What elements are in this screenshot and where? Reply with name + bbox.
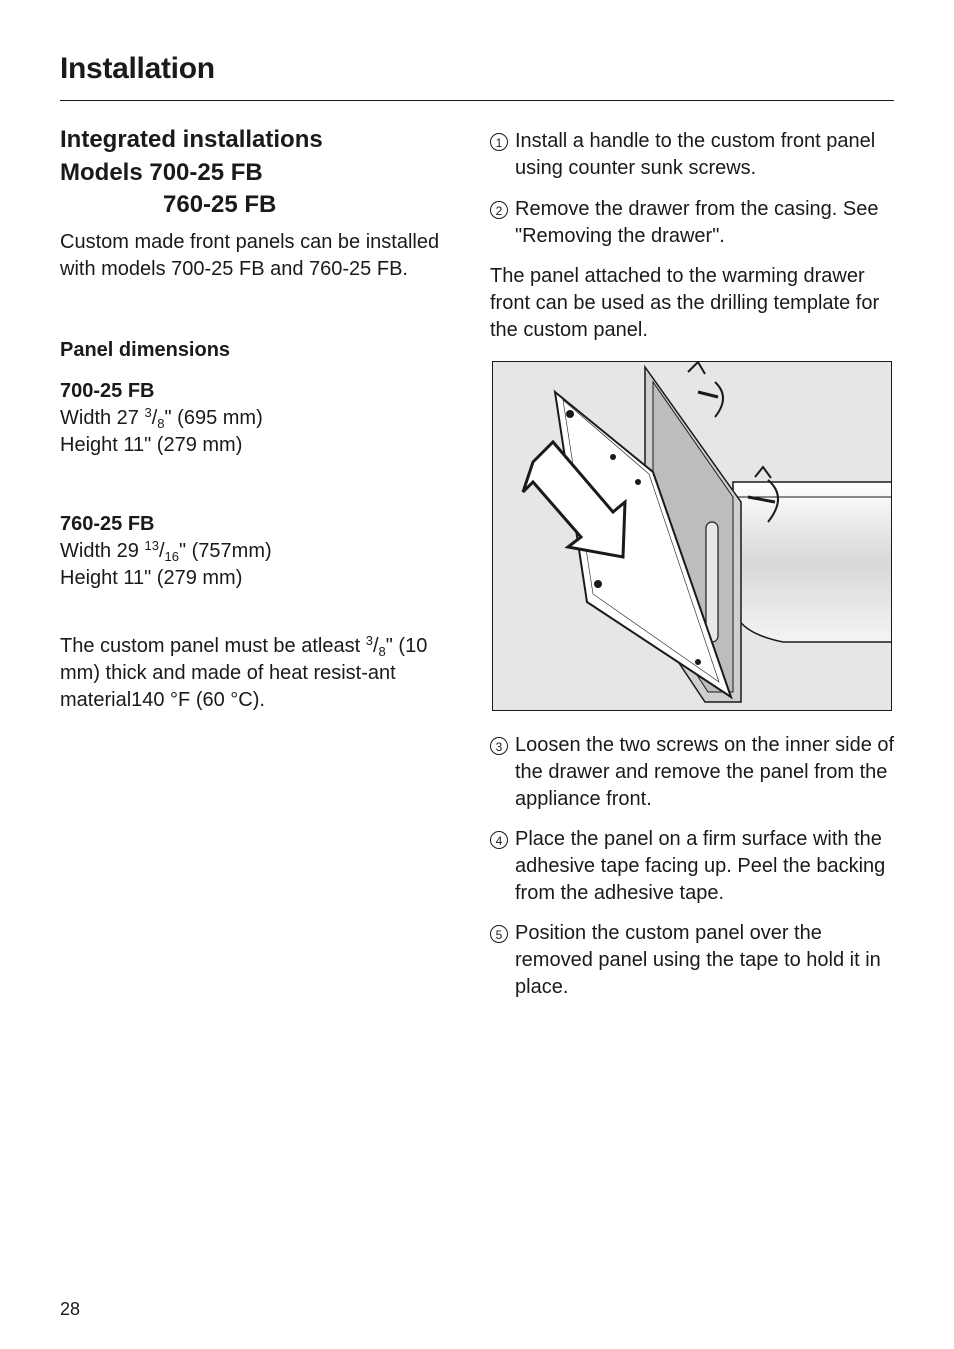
intro-paragraph: Custom made front panels can be installed with models 700-25 FB and 760-25 FB.	[60, 230, 440, 280]
panel-removal-illustration	[492, 361, 892, 711]
section-title: Installation	[60, 52, 215, 85]
heading-line-1: Integrated installations	[60, 126, 323, 153]
model-760-height: Height 11" (279 mm)	[60, 566, 243, 589]
panel-dimensions-heading: Panel dimensions	[60, 338, 231, 361]
page-number: 28	[60, 1299, 81, 1319]
template-paragraph: The panel attached to the warming drawer front can be used as the drilling template for the custom panel.	[490, 265, 880, 341]
title-divider	[60, 100, 894, 101]
right-column-top	[490, 128, 900, 344]
model-760-name: 760-25 FB	[60, 512, 155, 535]
step-5: 5 Position the custom panel over the removed panel using the tape to hold it in place.	[490, 920, 900, 1001]
heading-line-3: 760-25 FB	[163, 191, 277, 218]
step-4: 4 Place the panel on a firm surface with the adhesive tape facing up. Peel the backing from the adhesive tape.	[490, 826, 900, 907]
thickness-note: The custom panel must be atleast $^3/_8$" (10 mm) thick and made of heat resist-ant material140 °F (60 °C).	[60, 632, 428, 711]
step-1: 1 Install a handle to the custom front panel using counter sunk screws.	[490, 128, 900, 182]
heading-line-2: Models 700-25 FB	[60, 158, 263, 186]
step-number-4: 4	[490, 831, 508, 849]
step-3: 3 Loosen the two screws on the inner side of the drawer and remove the panel from the appliance front.	[490, 732, 900, 813]
step-2: 2 Remove the drawer from the casing. See "Removing the drawer".	[490, 196, 900, 250]
step-number-1: 1	[490, 133, 508, 151]
model-700-width: Width 27 $^3/_8$" (695 mm)	[60, 404, 263, 431]
right-column-bottom	[490, 732, 900, 1001]
section-heading	[60, 124, 460, 222]
model-760-width: Width 29 $^{13}/_{16}$" (757mm)	[60, 537, 272, 564]
step-number-5: 5	[490, 925, 508, 943]
step-number-2: 2	[490, 201, 508, 219]
left-column	[60, 124, 460, 714]
step-number-3: 3	[490, 737, 508, 755]
model-700-height: Height 11" (279 mm)	[60, 433, 243, 456]
model-700-name: 700-25 FB	[60, 379, 155, 402]
